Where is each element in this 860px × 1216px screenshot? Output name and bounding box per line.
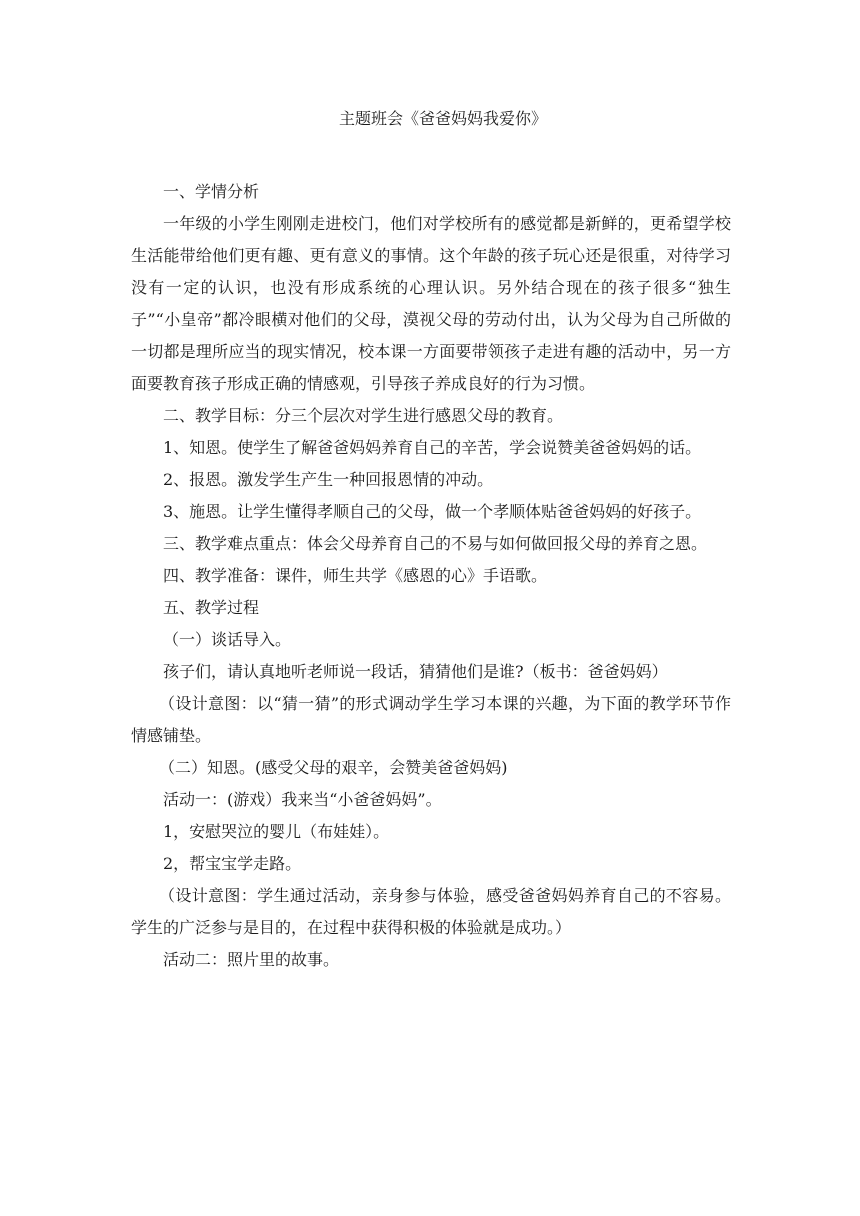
section-heading-analysis: 一、学情分析 <box>163 182 260 201</box>
subsection-knowing: （二）知恩。(感受父母的艰辛，会赞美爸爸妈妈) <box>159 758 508 777</box>
goal-item-2: 2、报恩。激发学生产生一种回报恩情的冲动。 <box>163 470 494 489</box>
section-heading-preparation: 四、教学准备：课件，师生共学《感恩的心》手语歌。 <box>163 566 548 585</box>
section-heading-goals: 二、教学目标：分三个层次对学生进行感恩父母的教育。 <box>163 406 564 425</box>
activity-one-step-2: 2，帮宝宝学走路。 <box>163 854 302 873</box>
activity-two: 活动二：照片里的故事。 <box>163 950 340 969</box>
document-title: 主题班会《爸爸妈妈我爱你》 <box>338 109 547 128</box>
goal-item-3: 3、施恩。让学生懂得孝顺自己的父母，做一个孝顺体贴爸爸妈妈的好孩子。 <box>163 502 702 521</box>
design-note-2: （设计意图：学生通过活动，亲身参与体验，感受爸爸妈妈养育自己的不容易。学生的广泛参与是目的，在过程中获得积极的体验就是成功。） <box>131 886 731 937</box>
subsection-intro: （一）谈话导入。 <box>163 630 292 649</box>
goal-item-1: 1、知恩。使学生了解爸爸妈妈养育自己的辛苦，学会说赞美爸爸妈妈的话。 <box>163 438 702 457</box>
paragraph-intro: 孩子们，请认真地听老师说一段话，猜猜他们是谁?（板书：爸爸妈妈） <box>163 662 668 681</box>
document-body <box>131 176 731 976</box>
activity-one-step-1: 1，安慰哭泣的婴儿（布娃娃）。 <box>163 822 390 841</box>
section-heading-keypoints: 三、教学难点重点：体会父母养育自己的不易与如何做回报父母的养育之恩。 <box>163 534 708 553</box>
activity-one: 活动一：(游戏）我来当“小爸爸妈妈”。 <box>163 790 442 809</box>
section-heading-process: 五、教学过程 <box>163 598 260 617</box>
paragraph-analysis: 一年级的小学生刚刚走进校门，他们对学校所有的感觉都是新鲜的，更希望学校生活能带给他们更有趣、更有意义的事情。这个年龄的孩子玩心还是很重，对待学习没有一定的认识，也没有形成系统的心理认识。另外结合现在的孩子很多“独生子”“小皇帝”都冷眼横对他们的父母，漠视父母的劳动付出，认为父母为自己所做的一切都是理所应当的现实情况，校本课一方面要带领孩子走进有趣的活动中，另一方面要教育孩子形成正确的情感观，引导孩子养成良好的行为习惯。 <box>131 214 731 393</box>
design-note-1: （设计意图：以“猜一猜”的形式调动学生学习本课的兴趣，为下面的教学环节作情感铺垫。 <box>131 694 731 745</box>
